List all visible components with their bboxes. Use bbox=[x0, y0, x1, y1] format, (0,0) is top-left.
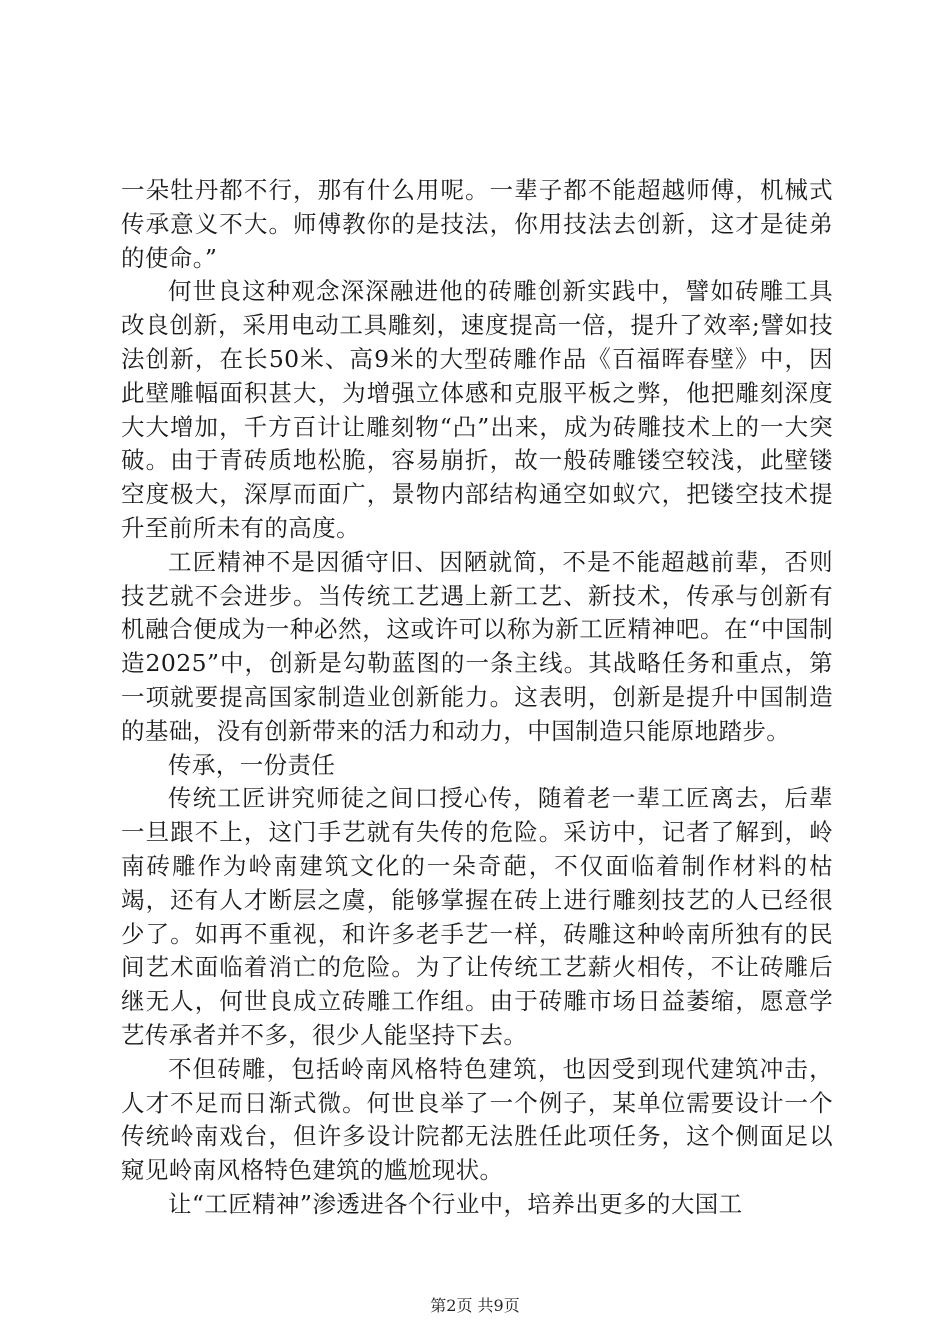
paragraph-craftsman-spirit-industries: 让“工匠精神”渗透进各个行业中，培养出更多的大国工 bbox=[168, 1189, 743, 1218]
paragraph-craftsman-spirit: 工匠精神不是因循守旧、因陋就简，不是不能超越前辈，否则技艺就不会进步。当传统工艺遇上新工艺、新技术，传承与创新有机融合便成为一种必然，这或许可以称为新工匠精神吧。在“中国制造2025”中，创新是勾勒蓝图的一条主线。其战略任务和重点，第一项就要提高国家制造业创新能力。这表明，创新是提升中国制造的基础，没有创新带来的活力和动力，中国制造只能原地踏步。 bbox=[121, 547, 833, 745]
paragraph-inheritance-risk: 传统工匠讲究师徒之间口授心传，随着老一辈工匠离去，后辈一旦跟不上，这门手艺就有失传的危险。采访中，记者了解到，岭南砖雕作为岭南建筑文化的一朵奇葩，不仅面临着制作材料的枯竭，还有人才断层之虞，能够掌握在砖上进行雕刻技艺的人已经很少了。如再不重视，和许多老手艺一样，砖雕这种岭南所独有的民间艺术面临着消亡的危险。为了让传统工艺薪火相传，不让砖雕后继无人，何世良成立砖雕工作组。由于砖雕市场日益萎缩，愿意学艺传承者并不多，很少人能坚持下去。 bbox=[121, 784, 833, 1049]
body-text bbox=[121, 174, 833, 1222]
paragraph-continuation: 一朵牡丹都不行，那有什么用呢。一辈子都不能超越师傅，机械式传承意义不大。师傅教你的是技法，你用技法去创新，这才是徒弟的使命。” bbox=[121, 176, 833, 272]
section-heading-inheritance: 传承，一份责任 bbox=[168, 750, 336, 779]
paragraph-innovation-practice: 何世良这种观念深深融进他的砖雕创新实践中，譬如砖雕工具改良创新，采用电动工具雕刻，速度提高一倍，提升了效率;譬如技法创新，在长50米、高9米的大型砖雕作品《百福晖春壁》中，因此壁雕幅面积甚大，为增强立体感和克服平板之弊，他把雕刻深度大大增加，千方百计让雕刻物“凸”出来，成为砖雕技术上的一大突破。由于青砖质地松脆，容易崩折，故一般砖雕镂空较浅，此壁镂空度极大，深厚而面广，景物内部结构通空如蚁穴，把镂空技术提升至前所未有的高度。 bbox=[121, 277, 833, 542]
page-number-footer: 第2页 共9页 bbox=[430, 1296, 520, 1315]
paragraph-lingnan-architecture: 不但砖雕，包括岭南风格特色建筑，也因受到现代建筑冲击，人才不足而日渐式微。何世良举了一个例子，某单位需要设计一个传统岭南戏台，但许多设计院都无法胜任此项任务，这个侧面足以窥见岭南风格特色建筑的尴尬现状。 bbox=[121, 1054, 833, 1185]
